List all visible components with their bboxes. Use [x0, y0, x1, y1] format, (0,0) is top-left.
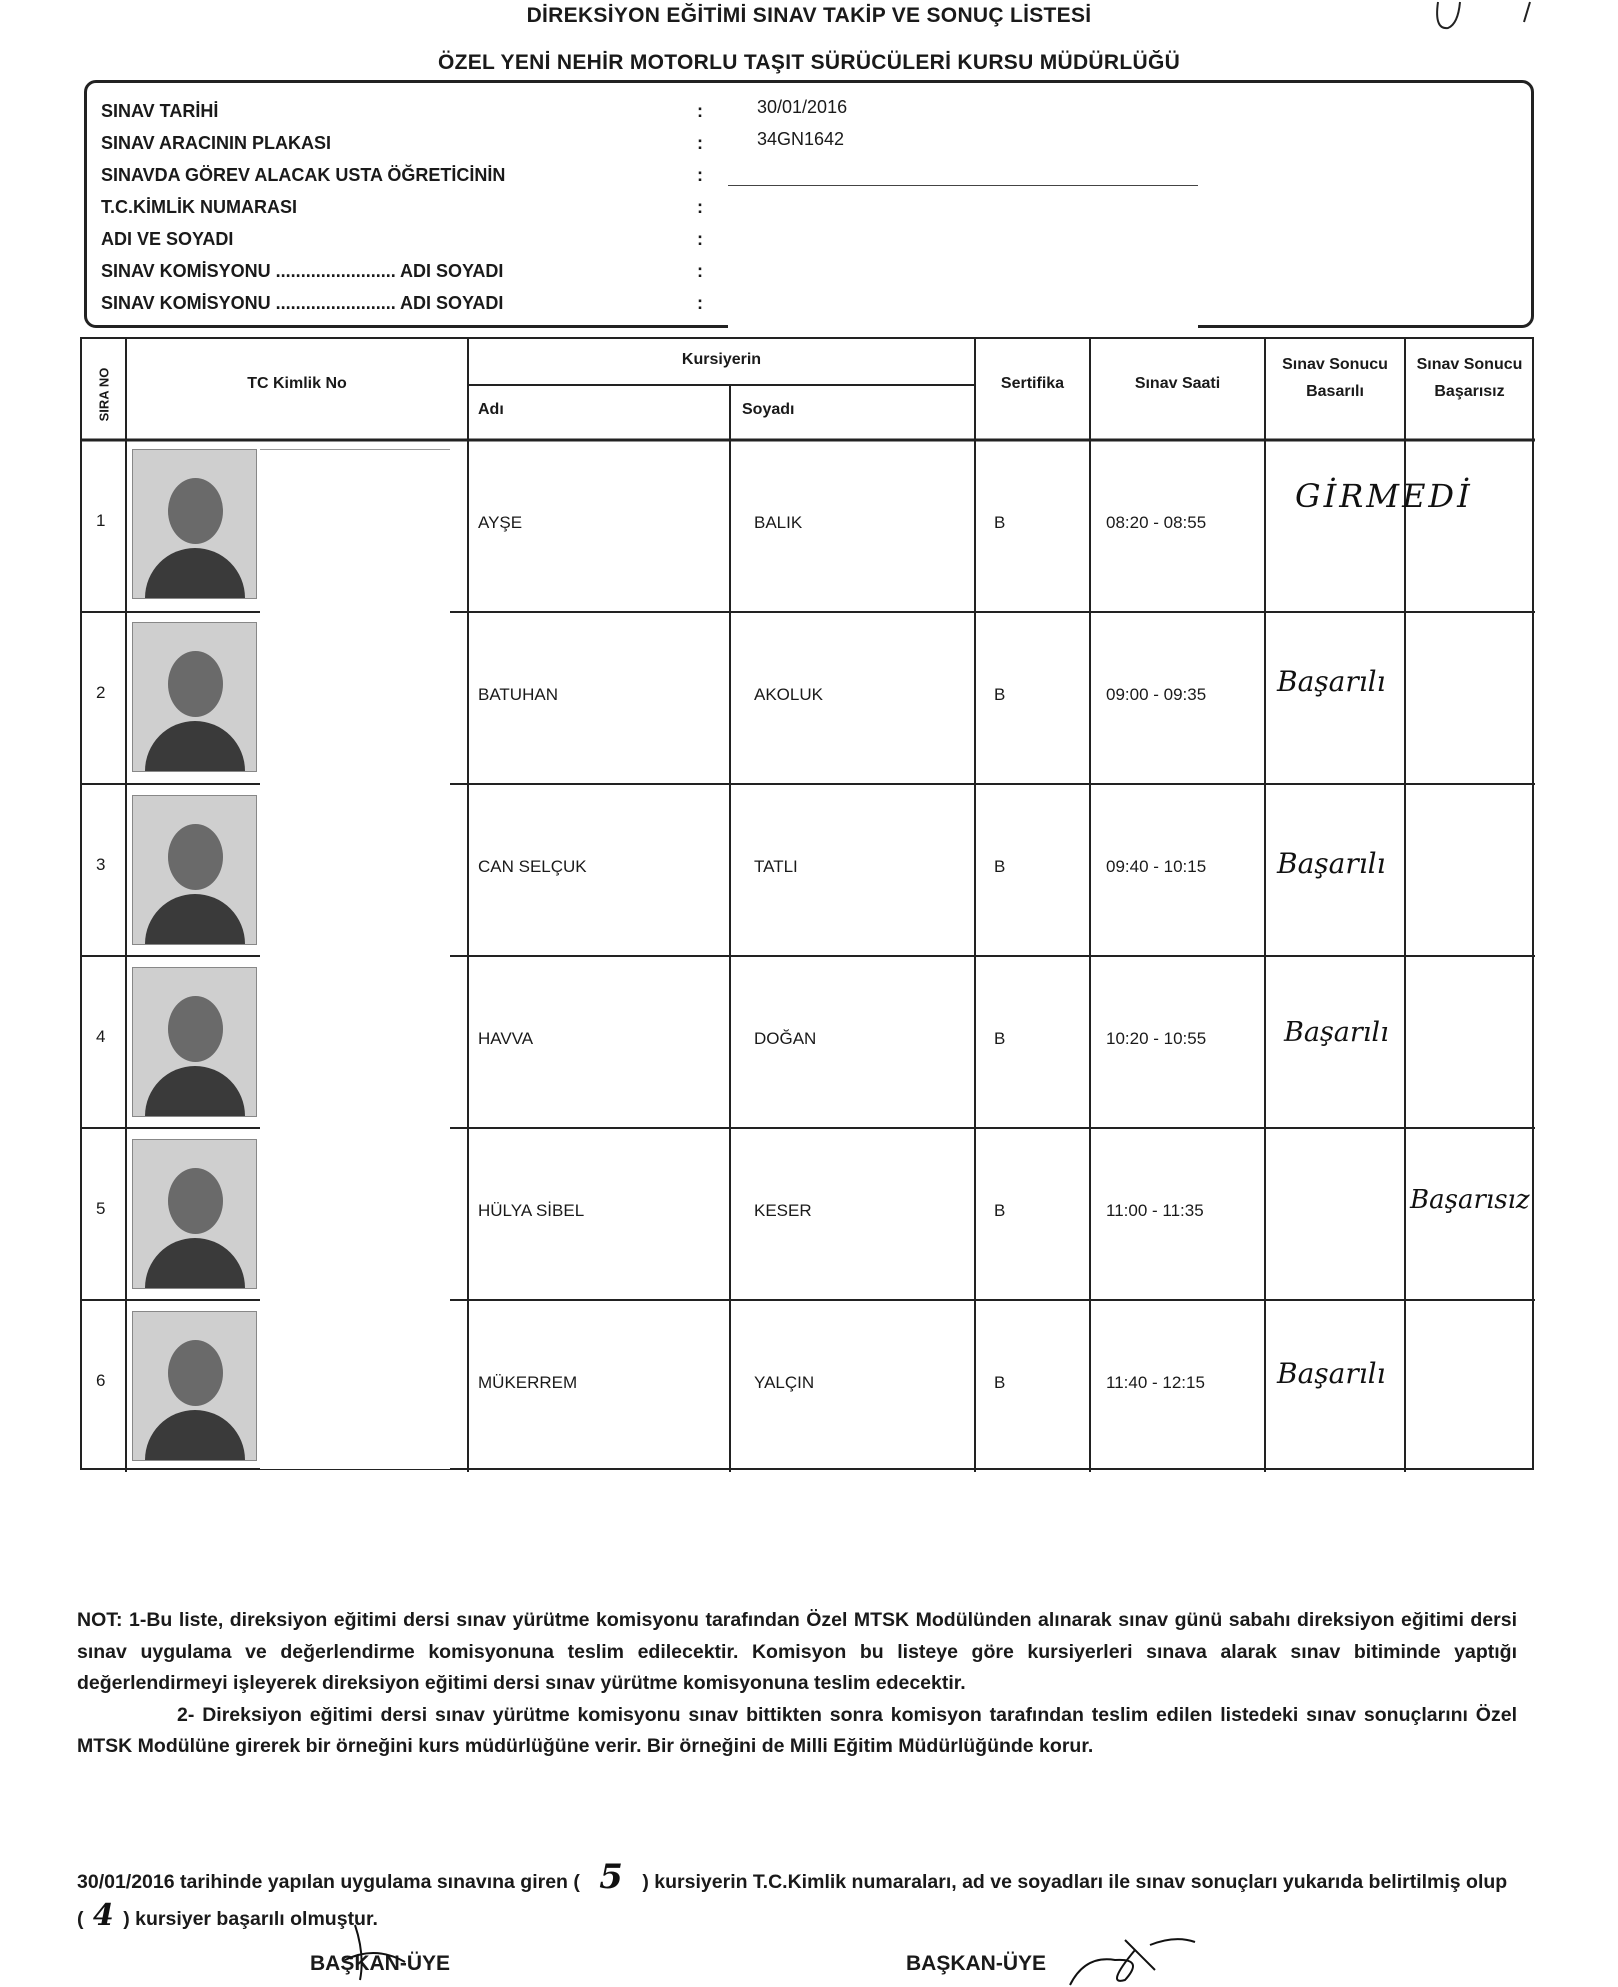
sira-no-header: SIRA NO: [96, 367, 112, 422]
entered-count: 5: [599, 1857, 623, 1897]
row-number: 5: [96, 1199, 106, 1218]
exam-date-label: SINAV TARİHİ: [101, 101, 219, 121]
row-number: 6: [96, 1371, 106, 1390]
student-last-name: TATLI: [754, 857, 798, 876]
row-number: 2: [96, 683, 106, 702]
tc-redaction: [260, 614, 450, 1469]
colon: :: [697, 133, 703, 153]
student-first-name: CAN SELÇUK: [478, 857, 587, 876]
certificate-class: B: [994, 1201, 1006, 1220]
certificate-class: B: [994, 685, 1006, 704]
row-number: 4: [96, 1027, 106, 1046]
instructor-label: SINAVDA GÖREV ALACAK USTA ÖĞRETİCİNİN: [101, 165, 506, 185]
soyadi-header: Soyadı: [742, 401, 795, 418]
student-photo: [132, 795, 257, 945]
summary-section: [77, 1857, 1517, 1936]
exam-time: 11:00 - 11:35: [1106, 1201, 1204, 1220]
exam-time: 09:40 - 10:15: [1106, 857, 1207, 876]
note-paragraph-2: 2- Direksiyon eğitimi dersi sınav yürütme komisyonu sınav bittikten sonra komisyon tarafından teslim edilen listedeki sınav sonuçlarını Özel MTSK Modülüne girerek bir örneğini kurs müdürlüğüne verir. Bir örneğini de Milli Eğitim Müdürlüğünde korur.: [77, 1703, 1517, 1757]
certificate-class: B: [994, 1373, 1006, 1392]
student-photo: [132, 449, 257, 599]
student-photo: [132, 967, 257, 1117]
student-last-name: KESER: [754, 1201, 812, 1220]
document-title: DİREKSİYON EĞİTİMİ SINAV TAKİP VE SONUÇ LİSTESİ: [526, 4, 1092, 27]
colon: :: [697, 165, 703, 185]
colon: :: [697, 101, 703, 121]
certificate-class: B: [994, 1029, 1006, 1048]
signature-left-icon: [335, 1920, 425, 1987]
result-passed: Başarılı: [1277, 847, 1386, 880]
student-first-name: HAVVA: [478, 1029, 534, 1048]
student-first-name: AYŞE: [478, 513, 523, 532]
colon: :: [697, 229, 703, 249]
signature-left-label: BAŞKAN-ÜYE: [310, 1952, 451, 1975]
result-passed: Başarılı: [1284, 1017, 1389, 1048]
row-number: 3: [96, 855, 106, 874]
result-passed: Başarılı: [1277, 1357, 1386, 1390]
certificate-class: B: [994, 857, 1006, 876]
redaction-patch: [728, 185, 1198, 336]
name-label: ADI VE SOYADI: [101, 229, 234, 249]
sinav-saati-header: Sınav Saati: [1134, 375, 1221, 392]
corner-scribble-icon: [1420, 0, 1560, 40]
tc-label: T.C.KİMLİK NUMARASI: [101, 197, 297, 217]
adi-header: Adı: [478, 401, 504, 418]
student-first-name: MÜKERREM: [478, 1373, 578, 1392]
exam-time: 10:20 - 10:55: [1106, 1029, 1207, 1048]
summary-text-3: ) kursiyer başarılı olmuştur.: [123, 1908, 378, 1930]
student-photo: [132, 622, 257, 772]
tc-header: TC Kimlik No: [247, 375, 347, 392]
summary-text-2: ) kursiyerin T.C.Kimlik numaraları, ad ve soyadları ile sınav sonuçları yukarıda belirtilmiş olup (: [77, 1871, 1508, 1930]
commission2-label: SINAV KOMİSYONU ........................ ADI SOYADI: [101, 293, 504, 313]
certificate-class: B: [994, 513, 1006, 532]
student-photo: [132, 1139, 257, 1289]
tc-redaction: [260, 449, 450, 615]
colon: :: [697, 261, 703, 281]
document-subtitle: ÖZEL YENİ NEHİR MOTORLU TAŞIT SÜRÜCÜLERİ KURSU MÜDÜRLÜĞÜ: [437, 51, 1181, 74]
result-passed: GİRMEDİ: [1295, 477, 1473, 515]
passed-count: 4: [92, 1898, 114, 1933]
summary-text-1: 30/01/2016 tarihinde yapılan uygulama sınavına giren (: [77, 1871, 580, 1893]
student-last-name: BALIK: [754, 513, 803, 532]
student-first-name: HÜLYA SİBEL: [478, 1201, 585, 1220]
exam-time: 08:20 - 08:55: [1106, 513, 1207, 532]
signature-right-icon: [1065, 1930, 1205, 1987]
colon: :: [697, 293, 703, 313]
note-paragraph-1: NOT: 1-Bu liste, direksiyon eğitimi dersi sınav yürütme komisyonu tarafından Özel MTSK Modülünden alınarak sınav günü sabahı direksiyon eğitimi dersi sınav uygulama ve değerlendirme komisyonuna teslim edilecektir. Komisyon bu listeye göre kursiyerleri sınava alarak sınav bitiminde yaptığı değerlendirmeyi işleyerek direksiyon eğitimi dersi sınav yürütme komisyonuna teslim edecektir.: [77, 1609, 1517, 1694]
colon: :: [697, 197, 703, 217]
basarili-header: Sınav Sonucu Basarılı: [1282, 356, 1388, 400]
basarisiz-header: Sınav Sonucu Başarısız: [1416, 356, 1523, 400]
exam-time: 11:40 - 12:15: [1106, 1373, 1205, 1392]
kursiyerin-header: Kursiyerin: [681, 351, 762, 368]
results-table: [80, 337, 1535, 1472]
sertifika-header: Sertifika: [1000, 375, 1065, 392]
student-last-name: AKOLUK: [754, 685, 823, 704]
row-number: 1: [96, 511, 106, 530]
note-section: [77, 1605, 1517, 1763]
result-passed: Başarılı: [1277, 665, 1386, 698]
student-last-name: DOĞAN: [754, 1029, 817, 1048]
student-photo: [132, 1311, 257, 1461]
student-first-name: BATUHAN: [478, 685, 558, 704]
student-last-name: YALÇIN: [754, 1373, 815, 1392]
commission1-label: SINAV KOMİSYONU ........................ ADI SOYADI: [101, 261, 504, 281]
plate-label: SINAV ARACININ PLAKASI: [101, 133, 332, 153]
signature-right-label: BAŞKAN-ÜYE: [906, 1952, 1047, 1975]
plate-value: 34GN1642: [757, 129, 845, 149]
exam-date-value: 30/01/2016: [757, 97, 848, 117]
exam-time: 09:00 - 09:35: [1106, 685, 1207, 704]
result-failed: Başarısız: [1410, 1185, 1530, 1215]
